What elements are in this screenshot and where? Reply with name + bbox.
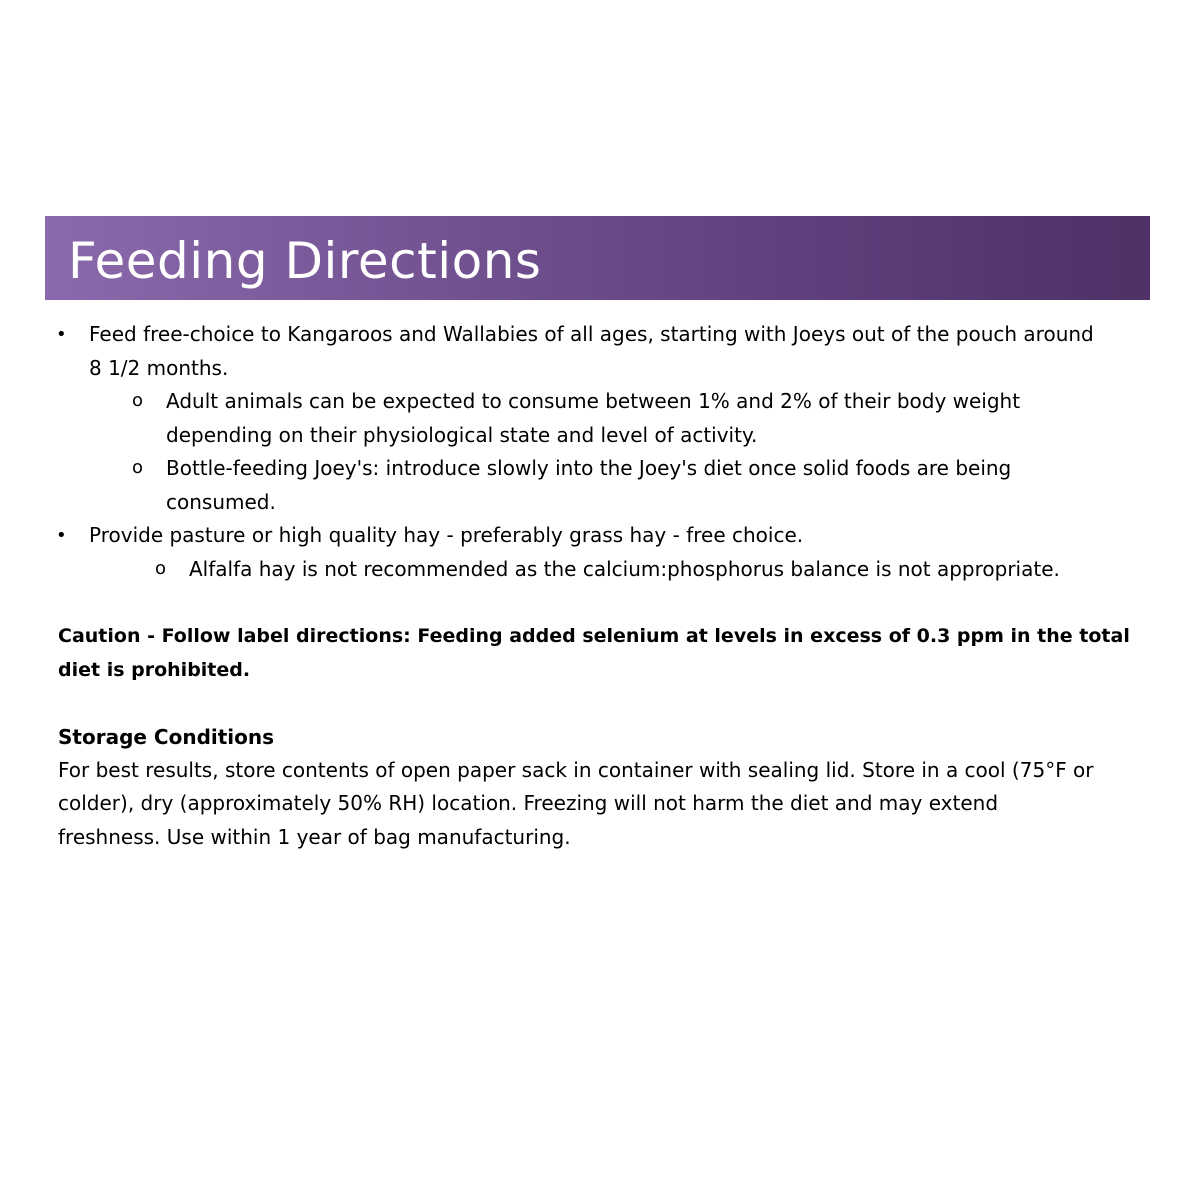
sub-bullet-marker: o (132, 457, 144, 478)
storage-heading: Storage Conditions (58, 725, 275, 749)
caution-line-2: diet is prohibited. (58, 659, 251, 681)
sub-bullet-marker: o (132, 390, 144, 411)
bullet-marker: • (56, 324, 67, 345)
page-title: Feeding Directions (68, 232, 542, 290)
storage-line-1: For best results, store contents of open paper sack in container with sealing lid. Store in a cool (75°F or (58, 758, 1094, 782)
direction-item-2-sub-1-line-1: Alfalfa hay is not recommended as the calcium:phosphorus balance is not appropriate. (189, 557, 1060, 581)
direction-item-2-line-1: Provide pasture or high quality hay - preferably grass hay - free choice. (89, 523, 804, 547)
sub-bullet-marker: o (155, 558, 167, 579)
storage-line-3: freshness. Use within 1 year of bag manufacturing. (58, 825, 571, 849)
storage-line-2: colder), dry (approximately 50% RH) location. Freezing will not harm the diet and may extend (58, 791, 999, 815)
caution-line-1: Caution - Follow label directions: Feeding added selenium at levels in excess of 0.3 ppm in the total (58, 625, 1130, 647)
bullet-marker: • (56, 525, 67, 546)
direction-item-1-sub-2-line-1: Bottle-feeding Joey's: introduce slowly into the Joey's diet once solid foods are being (166, 456, 1012, 480)
direction-item-1-line-1: Feed free-choice to Kangaroos and Wallabies of all ages, starting with Joeys out of the pouch around (89, 322, 1094, 346)
direction-item-1-sub-1-line-1: Adult animals can be expected to consume between 1% and 2% of their body weight (166, 389, 1021, 413)
direction-item-1-sub-2-line-2: consumed. (166, 490, 276, 514)
direction-item-1-line-2: 8 1/2 months. (89, 356, 229, 380)
direction-item-1-sub-1-line-2: depending on their physiological state and level of activity. (166, 423, 758, 447)
